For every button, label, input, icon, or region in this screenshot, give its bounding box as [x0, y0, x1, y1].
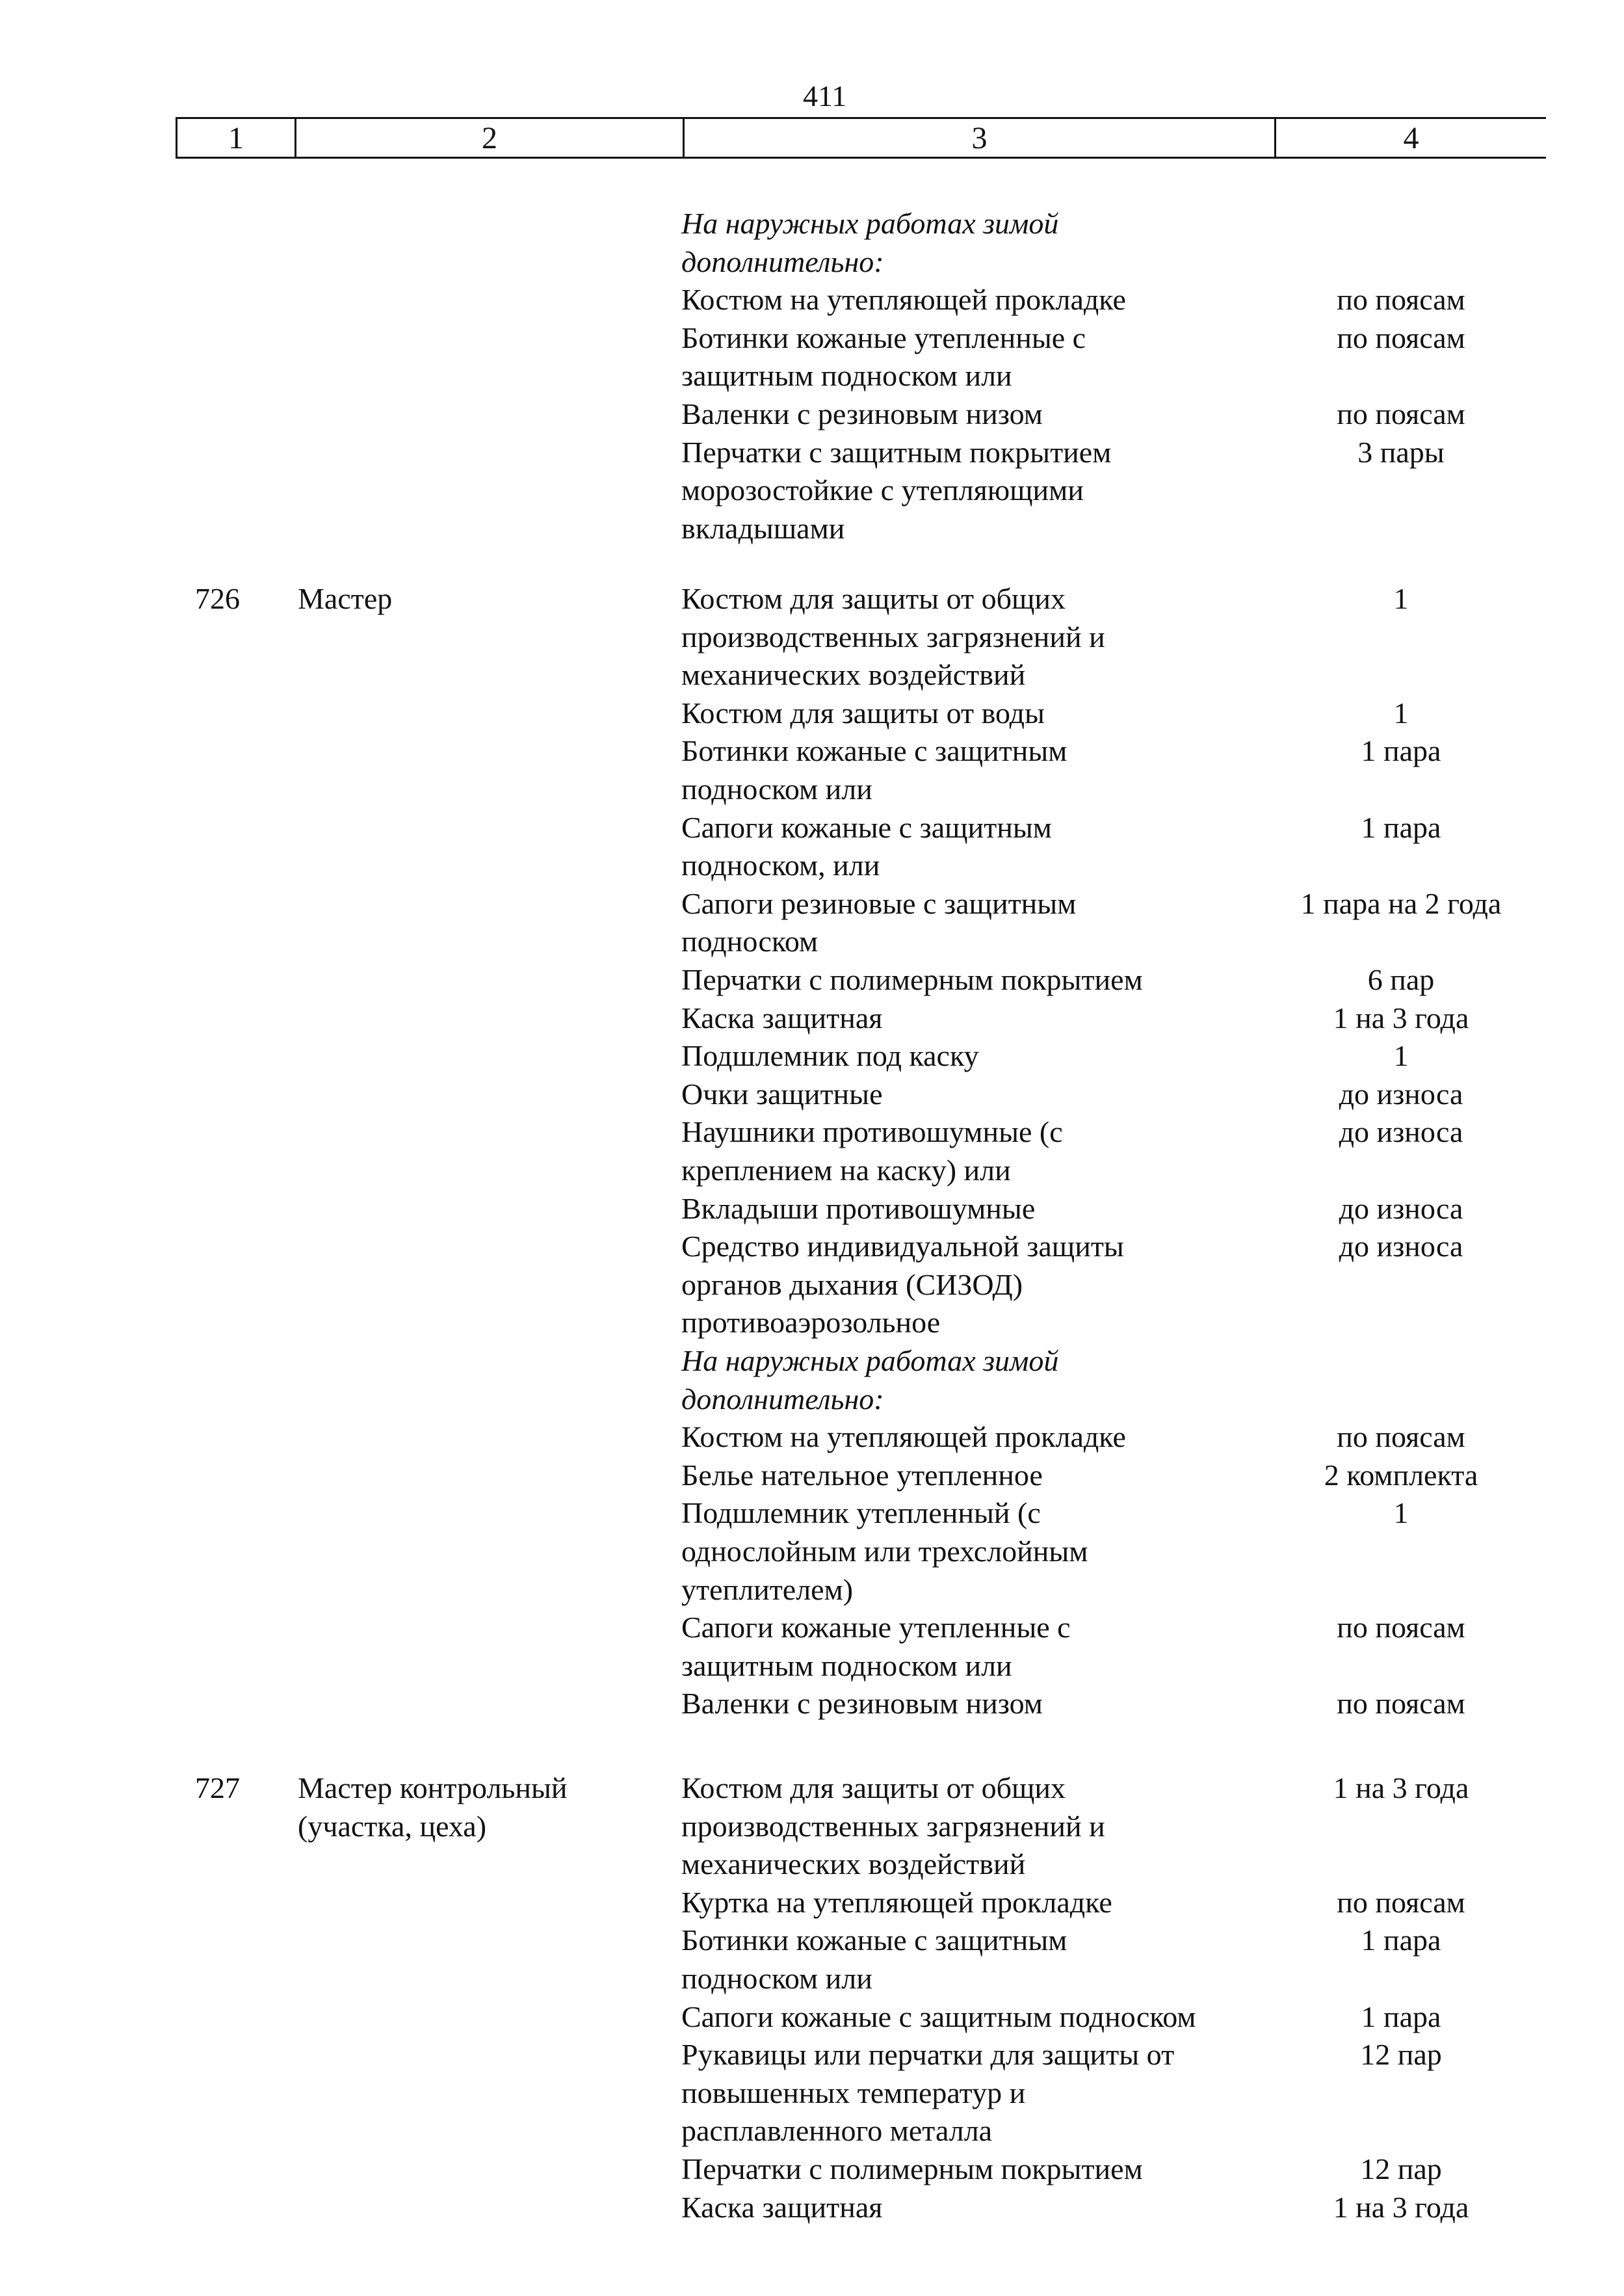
item-norm: по поясам [1337, 1611, 1465, 1644]
item-norm: 1 пара [1361, 1999, 1441, 2033]
item-name: подноском или [681, 772, 872, 806]
item-name: вкладышами [681, 511, 845, 545]
item-norm: 1 на 3 года [1333, 1771, 1469, 1804]
item-norm: 1 пара на 2 года [1300, 886, 1502, 920]
row-number: 727 [195, 1771, 240, 1804]
item-name: однослойным или трехслойным [681, 1535, 1088, 1568]
item-name: Белье нательное утепленное [681, 1458, 1043, 1492]
header-col-4: 4 [1403, 121, 1419, 155]
item-name: Перчатки с полимерным покрытием [681, 2152, 1143, 2185]
item-name: Перчатки с защитным покрытием [681, 435, 1112, 469]
item-name: Валенки с резиновым низом [681, 397, 1043, 430]
item-name: производственных загрязнений и [681, 1809, 1105, 1843]
item-name: Ботинки кожаные утепленные с [681, 321, 1086, 354]
item-norm: 1 пара [1361, 734, 1441, 768]
item-name: противоаэрозольное [681, 1306, 941, 1339]
item-name: подноском, или [681, 849, 880, 882]
item-name: Средство индивидуальной защиты [681, 1230, 1124, 1263]
section-note: На наружных работах зимой [681, 1344, 1059, 1377]
item-name: Куртка на утепляющей прокладке [681, 1885, 1112, 1919]
item-name: Наушники противошумные (с [681, 1115, 1063, 1149]
item-norm: по поясам [1337, 397, 1465, 430]
item-name: производственных загрязнений и [681, 620, 1105, 653]
item-name: защитным подноском или [681, 1648, 1012, 1682]
section-note: дополнительно: [681, 1382, 884, 1416]
item-norm: по поясам [1337, 321, 1465, 354]
item-norm: по поясам [1337, 283, 1465, 317]
profession-name: Мастер [298, 582, 393, 615]
item-name: Костюм на утепляющей прокладке [681, 283, 1126, 317]
item-name: Каска защитная [681, 1001, 883, 1035]
table-header [176, 117, 1546, 159]
item-norm: 1 [1393, 696, 1409, 730]
item-name: Костюм для защиты от общих [681, 582, 1066, 615]
item-name: креплением на каску) или [681, 1154, 1011, 1187]
item-name: повышенных температур и [681, 2076, 1026, 2109]
item-norm: 1 на 3 года [1333, 1001, 1469, 1035]
item-name: Подшлемник под каску [681, 1039, 979, 1073]
item-norm: по поясам [1337, 1885, 1465, 1919]
item-name: утеплителем) [681, 1572, 854, 1606]
item-name: подноском или [681, 1962, 872, 1995]
item-name: Рукавицы или перчатки для защиты от [681, 2038, 1175, 2072]
header-col-3: 3 [685, 119, 1276, 157]
item-name: Сапоги кожаные с защитным [681, 810, 1052, 844]
item-name: механических воздействий [681, 658, 1026, 692]
item-name: Очки защитные [681, 1077, 883, 1111]
item-name: расплавленного металла [681, 2114, 993, 2148]
item-name: Подшлемник утепленный (с [681, 1496, 1041, 1530]
item-name: Костюм для защиты от общих [681, 1771, 1066, 1804]
profession-name: (участка, цеха) [298, 1809, 487, 1843]
header-col-1: 1 [177, 119, 296, 157]
item-norm: 1 на 3 года [1333, 2190, 1469, 2224]
item-name: Ботинки кожаные с защитным [681, 734, 1067, 768]
item-name: Валенки с резиновым низом [681, 1687, 1043, 1721]
item-norm: 1 [1393, 1039, 1409, 1073]
item-name: Ботинки кожаные с защитным [681, 1923, 1067, 1957]
item-name: механических воздействий [681, 1847, 1026, 1881]
item-name: органов дыхания (СИЗОД) [681, 1267, 1023, 1301]
item-norm: до износа [1339, 1230, 1463, 1263]
header-col-2: 2 [296, 119, 685, 157]
item-name: Перчатки с полимерным покрытием [681, 963, 1143, 996]
section-note: На наружных работах зимой [681, 207, 1059, 240]
item-name: подноском [681, 925, 819, 958]
item-name: морозостойкие с утепляющими [681, 473, 1084, 507]
item-name: Сапоги кожаные утепленные с [681, 1611, 1071, 1644]
item-norm: 1 [1393, 1496, 1409, 1530]
item-name: Вкладыши противошумные [681, 1191, 1036, 1225]
row-number: 726 [195, 582, 240, 615]
item-norm: по поясам [1337, 1687, 1465, 1721]
item-name: Костюм на утепляющей прокладке [681, 1420, 1126, 1454]
item-norm: 3 пары [1357, 435, 1445, 469]
page-number: 411 [803, 79, 847, 112]
item-name: Костюм для защиты от воды [681, 696, 1045, 730]
item-norm: 12 пар [1360, 2038, 1442, 2072]
item-norm: 1 пара [1361, 1923, 1441, 1957]
item-name: Сапоги кожаные с защитным подноском [681, 1999, 1196, 2033]
item-name: Сапоги резиновые с защитным [681, 886, 1077, 920]
item-norm: 2 комплекта [1324, 1458, 1478, 1492]
item-norm: 6 пар [1367, 963, 1435, 996]
item-name: Каска защитная [681, 2190, 883, 2224]
item-norm: до износа [1339, 1191, 1463, 1225]
item-norm: 12 пар [1360, 2152, 1442, 2185]
item-norm: 1 пара [1361, 810, 1441, 844]
item-name: защитным подноском или [681, 359, 1012, 393]
profession-name: Мастер контрольный [298, 1771, 568, 1804]
item-norm: по поясам [1337, 1420, 1465, 1454]
item-norm: 1 [1393, 582, 1409, 615]
item-norm: до износа [1339, 1115, 1463, 1149]
item-norm: до износа [1339, 1077, 1463, 1111]
section-note: дополнительно: [681, 244, 884, 278]
